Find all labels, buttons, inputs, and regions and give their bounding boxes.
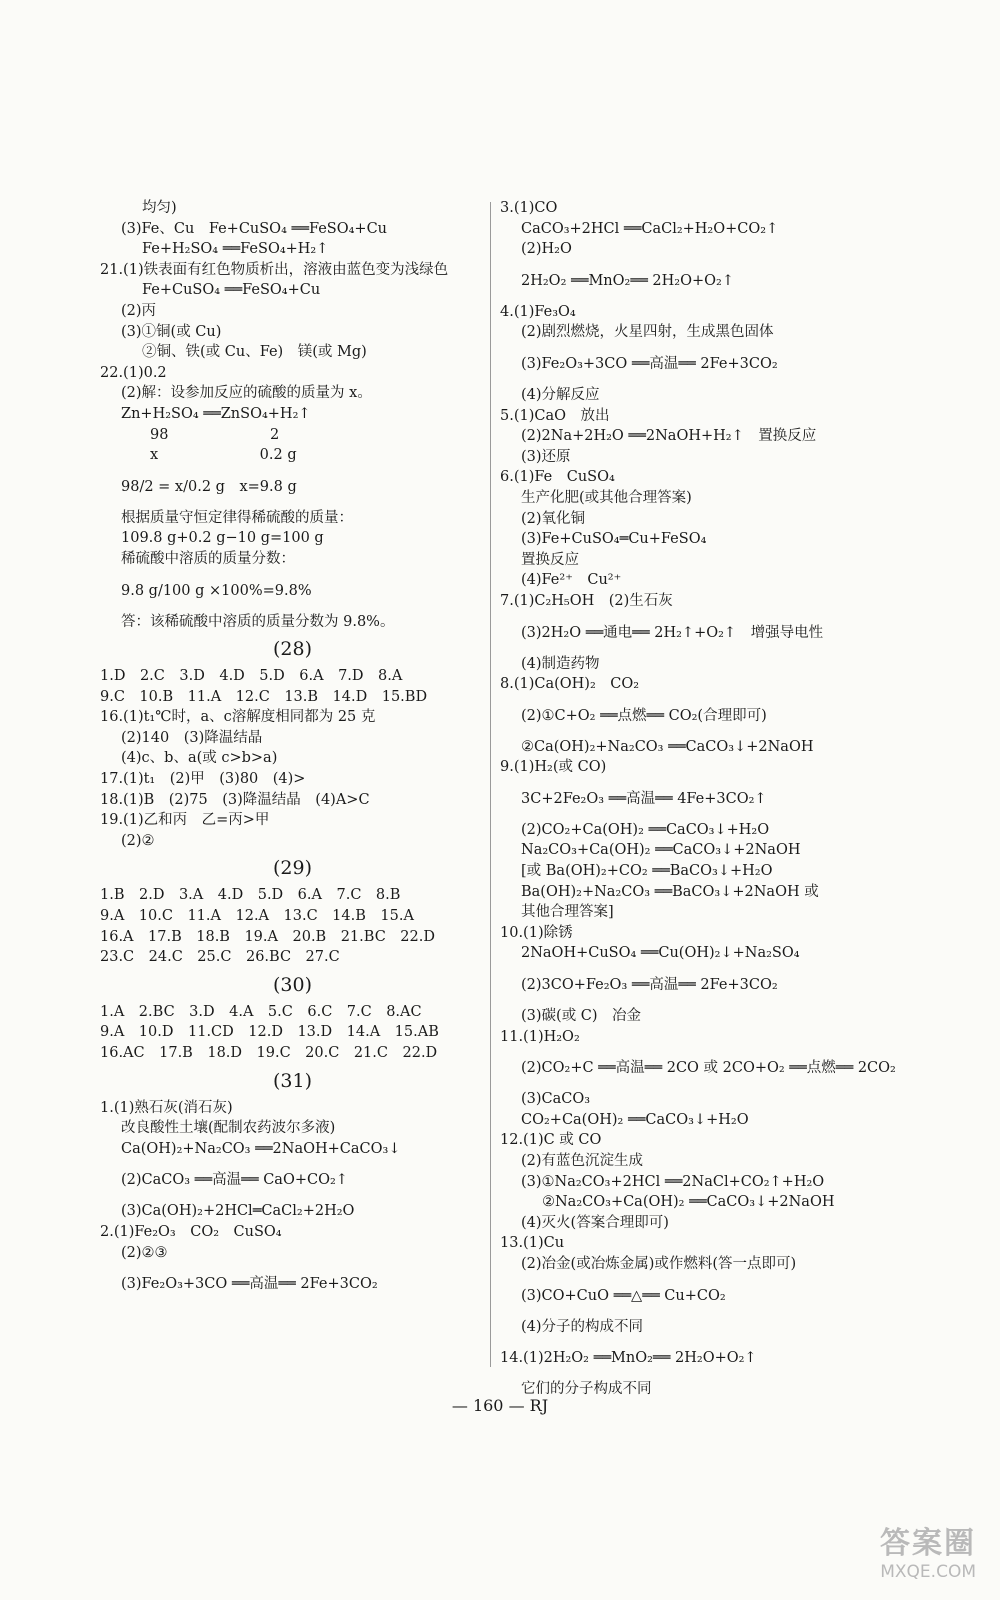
answer-line: (4)灭火(答案合理即可): [521, 1214, 669, 1231]
answer-line: (2)②: [121, 832, 155, 849]
answer-line: 1.D 2.C 3.D 4.D 5.D 6.A 7.D 8.A: [100, 668, 403, 685]
answer-line: 21.(1)铁表面有红色物质析出，溶液由蓝色变为浅绿色: [100, 261, 449, 278]
answer-line: 9.A 10.D 11.CD 12.D 13.D 14.A 15.AB: [100, 1024, 439, 1041]
section-title: (29): [272, 857, 312, 880]
answer-line: 109.8 g+0.2 g−10 g=100 g: [121, 530, 324, 547]
answer-line: [或 Ba(OH)₂+CO₂ ══BaCO₃↓+H₂O: [521, 863, 773, 880]
answer-line: (3)Fe+CuSO₄═Cu+FeSO₄: [521, 531, 707, 548]
section-title: (30): [272, 973, 312, 996]
watermark-logo: 答案圈: [880, 1526, 976, 1561]
answer-line: 3C+2Fe₂O₃ ══高温══ 4Fe+3CO₂↑: [521, 790, 767, 807]
answer-line: 1.B 2.D 3.A 4.D 5.D 6.A 7.C 8.B: [100, 887, 401, 904]
answer-line: 2NaOH+CuSO₄ ══Cu(OH)₂↓+Na₂SO₄: [521, 945, 800, 962]
answer-line: Fe+H₂SO₄ ══FeSO₄+H₂↑: [142, 241, 329, 258]
answer-line: 14.(1)2H₂O₂ ══MnO₂══ 2H₂O+O₂↑: [500, 1350, 757, 1367]
answer-line: (2)冶金(或冶炼金属)或作燃料(答一点即可): [521, 1255, 797, 1272]
answer-line: Ca(OH)₂+Na₂CO₃ ══2NaOH+CaCO₃↓: [121, 1140, 401, 1157]
answer-line: 16.AC 17.B 18.D 19.C 20.C 21.C 22.D: [100, 1045, 438, 1061]
answer-line: x 0.2 g: [121, 447, 297, 464]
answer-line: 22.(1)0.2: [100, 364, 167, 381]
watermark-url: MXQE.COM: [880, 1562, 976, 1582]
answer-line: 17.(1)t₁ (2)甲 (3)80 (4)>: [100, 771, 306, 788]
answer-line: 答：该稀硫酸中溶质的质量分数为 9.8%。: [121, 613, 395, 630]
answer-line: (3)CaCO₃: [521, 1091, 591, 1108]
answer-line: (2)CO₂+C ══高温══ 2CO 或 2CO+O₂ ══点燃══ 2CO₂: [521, 1060, 896, 1077]
answer-line: 7.(1)C₂H₅OH (2)生石灰: [500, 592, 673, 609]
answer-line: 8.(1)Ca(OH)₂ CO₂: [500, 676, 640, 693]
answer-line: (2)解：设参加反应的硫酸的质量为 x。: [121, 385, 372, 402]
answer-line: (2)2Na+2H₂O ══2NaOH+H₂↑ 置换反应: [521, 428, 817, 445]
answer-line: (4)Fe²⁺ Cu²⁺: [521, 572, 622, 589]
answer-line: (3)①铜(或 Cu): [121, 323, 222, 340]
answer-line: 23.C 24.C 25.C 26.BC 27.C: [100, 949, 340, 966]
watermark: [826, 1518, 976, 1582]
answer-line: 均匀): [142, 200, 177, 216]
answer-line: 其他合理答案]: [521, 904, 614, 921]
answer-line: 12.(1)C 或 CO: [500, 1132, 602, 1149]
answer-line: Zn+H₂SO₄ ══ZnSO₄+H₂↑: [121, 405, 311, 422]
answer-line: (3)Fe、Cu Fe+CuSO₄ ══FeSO₄+Cu: [121, 220, 388, 237]
answer-line: 稀硫酸中溶质的质量分数：: [121, 550, 295, 567]
answer-line: 9.A 10.C 11.A 12.A 13.C 14.B 15.A: [100, 908, 414, 925]
answer-line: (2)H₂O: [521, 241, 572, 258]
page-footer: — 160 — RJ: [451, 1396, 549, 1415]
answer-line: 9.8 g/100 g ×100%=9.8%: [121, 582, 312, 599]
answer-line: CO₂+Ca(OH)₂ ══CaCO₃↓+H₂O: [521, 1111, 749, 1128]
answer-line: 1.(1)熟石灰(消石灰): [100, 1099, 233, 1116]
answer-line: 9.(1)H₂(或 CO): [500, 759, 607, 776]
answer-line: 生产化肥(或其他合理答案): [521, 489, 692, 506]
answer-line: 98/2 = x/0.2 g x=9.8 g: [121, 478, 297, 495]
answer-line: (2)②③: [121, 1244, 168, 1261]
answer-line: ②Ca(OH)₂+Na₂CO₃ ══CaCO₃↓+2NaOH: [521, 738, 814, 755]
answer-line: 改良酸性土壤(配制农药波尔多液): [121, 1120, 336, 1137]
answer-line: 18.(1)B (2)75 (3)降温结晶 (4)A>C: [100, 791, 370, 808]
answer-line: (4)制造药物: [521, 655, 600, 672]
answer-line: (3)CO+CuO ══△══ Cu+CO₂: [521, 1287, 726, 1304]
answer-line: (3)2H₂O ══通电══ 2H₂↑+O₂↑ 增强导电性: [521, 624, 824, 641]
answer-line: 11.(1)H₂O₂: [500, 1028, 580, 1045]
answer-line: (2)CaCO₃ ══高温══ CaO+CO₂↑: [121, 1172, 348, 1189]
answer-line: (4)c、b、a(或 c>b>a): [121, 750, 278, 767]
answer-line: Fe+CuSO₄ ══FeSO₄+Cu: [142, 282, 321, 299]
answer-line: ②铜、铁(或 Cu、Fe) 镁(或 Mg): [142, 344, 367, 361]
answer-line: Na₂CO₃+Ca(OH)₂ ══CaCO₃↓+2NaOH: [521, 842, 801, 859]
answer-line: (4)分解反应: [521, 386, 600, 403]
left-column: [100, 198, 485, 1305]
answer-line: CaCO₃+2HCl ══CaCl₂+H₂O+CO₂↑: [521, 220, 779, 237]
answer-line: 98 2: [121, 426, 280, 443]
answer-line: (3)①Na₂CO₃+2HCl ══2NaCl+CO₂↑+H₂O: [521, 1173, 825, 1190]
answer-line: 根据质量守恒定律得稀硫酸的质量：: [121, 509, 353, 526]
answer-line: 13.(1)Cu: [500, 1235, 565, 1252]
answer-line: 2.(1)Fe₂O₃ CO₂ CuSO₄: [100, 1223, 282, 1240]
answer-line: 16.A 17.B 18.B 19.A 20.B 21.BC 22.D: [100, 928, 435, 945]
answer-line: (2)140 (3)降温结晶: [121, 729, 263, 746]
answer-line: (2)CO₂+Ca(OH)₂ ══CaCO₃↓+H₂O: [521, 821, 770, 838]
answer-line: (3)碳(或 C) 冶金: [521, 1008, 642, 1025]
answer-line: 它们的分子构成不同: [521, 1381, 652, 1398]
answer-line: (2)丙: [121, 302, 157, 319]
answer-line: 6.(1)Fe CuSO₄: [500, 469, 615, 486]
answer-line: (2)有蓝色沉淀生成: [521, 1153, 644, 1169]
answer-line: 置换反应: [521, 551, 579, 568]
answer-line: 10.(1)除锈: [500, 924, 573, 941]
answer-line: (3)还原: [521, 448, 571, 465]
answer-line: Ba(OH)₂+Na₂CO₃ ══BaCO₃↓+2NaOH 或: [521, 883, 819, 900]
section-title: (28): [272, 638, 312, 661]
answer-line: (3)Fe₂O₃+3CO ══高温══ 2Fe+3CO₂: [121, 1276, 378, 1293]
answer-line: 2H₂O₂ ══MnO₂══ 2H₂O+O₂↑: [521, 272, 734, 289]
answer-line: (4)分子的构成不同: [521, 1318, 644, 1335]
answer-line: (2)3CO+Fe₂O₃ ══高温══ 2Fe+3CO₂: [521, 977, 778, 994]
column-divider: [490, 202, 491, 1367]
right-column: [500, 198, 900, 1400]
answer-line: 5.(1)CaO 放出: [500, 407, 610, 424]
answer-line: (3)Ca(OH)₂+2HCl═CaCl₂+2H₂O: [121, 1203, 355, 1220]
answer-line: (2)①C+O₂ ══点燃══ CO₂(合理即可): [521, 707, 767, 724]
answer-line: 1.A 2.BC 3.D 4.A 5.C 6.C 7.C 8.AC: [100, 1003, 422, 1020]
answer-line: 16.(1)t₁℃时，a、c溶解度相同都为 25 克: [100, 709, 376, 726]
answer-line: (2)剧烈燃烧，火星四射，生成黑色固体: [521, 324, 774, 341]
section-title: (31): [272, 1069, 312, 1092]
answer-line: 4.(1)Fe₃O₄: [500, 303, 576, 320]
answer-line: 9.C 10.B 11.A 12.C 13.B 14.D 15.BD: [100, 688, 428, 705]
answer-line: ②Na₂CO₃+Ca(OH)₂ ══CaCO₃↓+2NaOH: [542, 1194, 835, 1211]
answer-line: (3)Fe₂O₃+3CO ══高温══ 2Fe+3CO₂: [521, 355, 778, 372]
answer-line: 19.(1)乙和丙 乙=丙>甲: [100, 812, 270, 829]
answer-line: 3.(1)CO: [500, 200, 558, 216]
answer-line: (2)氧化铜: [521, 510, 586, 527]
